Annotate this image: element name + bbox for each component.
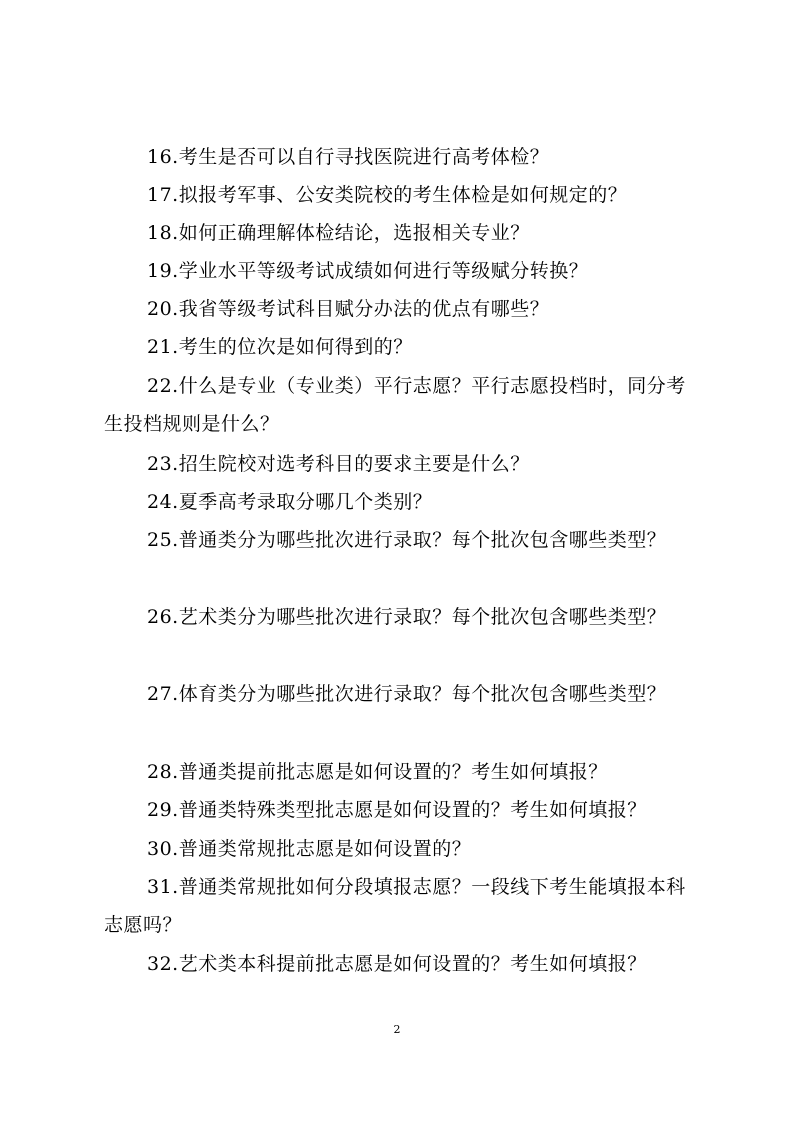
question-17: 17.拟报考军事、公安类院校的考生体检是如何规定的？ xyxy=(147,184,628,206)
question-22: 22.什么是专业（专业类）平行志愿？平行志愿投档时，同分考生投档规则是什么？ xyxy=(104,375,686,435)
question-25: 25.普通类分为哪些批次进行录取？每个批次包含哪些类型？ xyxy=(147,529,667,551)
question-31: 31.普通类常规批如何分段填报志愿？一段线下考生能填报本科志愿吗？ xyxy=(104,876,686,936)
question-23: 23.招生院校对选考科目的要求主要是什么？ xyxy=(147,453,530,475)
question-26: 26.艺术类分为哪些批次进行录取？每个批次包含哪些类型？ xyxy=(147,606,667,628)
question-21: 21.考生的位次是如何得到的？ xyxy=(147,336,413,358)
question-18: 18.如何正确理解体检结论，选报相关专业？ xyxy=(147,222,530,244)
question-19: 19.学业水平等级考试成绩如何进行等级赋分转换？ xyxy=(147,260,589,282)
question-30: 30.普通类常规批志愿是如何设置的？ xyxy=(147,838,472,860)
question-28: 28.普通类提前批志愿是如何设置的？考生如何填报？ xyxy=(147,761,608,783)
question-27: 27.体育类分为哪些批次进行录取？每个批次包含哪些类型？ xyxy=(147,683,667,705)
question-24: 24.夏季高考录取分哪几个类别？ xyxy=(147,491,433,513)
page-number: 2 xyxy=(393,1023,401,1036)
question-29: 29.普通类特殊类型批志愿是如何设置的？考生如何填报？ xyxy=(147,799,647,821)
question-16: 16.考生是否可以自行寻找医院进行高考体检？ xyxy=(147,146,550,168)
question-32: 32.艺术类本科提前批志愿是如何设置的？考生如何填报？ xyxy=(147,953,647,975)
question-20: 20.我省等级考试科目赋分办法的优点有哪些？ xyxy=(147,298,550,320)
